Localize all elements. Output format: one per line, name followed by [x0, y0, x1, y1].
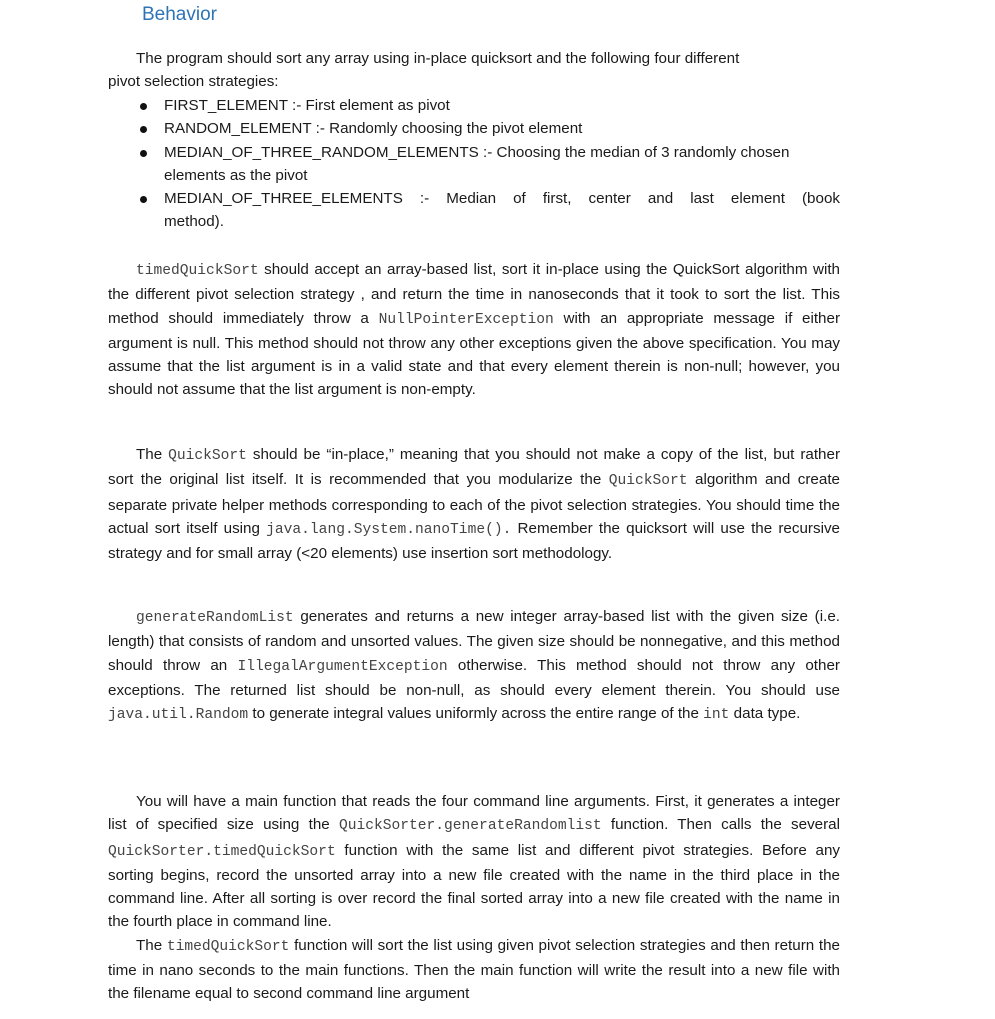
code-timedQuickSort: timedQuickSort: [136, 263, 259, 279]
bullet-icon: [140, 150, 147, 157]
code-timedQuickSort: timedQuickSort: [166, 938, 290, 955]
paragraph-text: should accept an array-based list, sort it in-place using the QuickSort algorithm with the different pivot selection strategy , and return the time in nanoseconds that it took to sort the list. This method should immediately throw a: [108, 261, 840, 327]
code-IllegalArgumentException: IllegalArgumentException: [237, 658, 448, 675]
list-item-text-cont: method).: [164, 213, 224, 231]
list-item-text: FIRST_ELEMENT :- First element as pivot: [164, 97, 450, 114]
code-nanoTime: java.lang.System.nanoTime().: [266, 521, 512, 538]
paragraph-text: otherwise. This method should not throw any other exceptions. The returned list should be non-null, as should every element therein. You should use: [108, 656, 840, 699]
code-java-util-Random: java.util.Random: [108, 707, 249, 724]
code-timedQuickSort-call: QuickSorter.timedQuickSort: [108, 843, 336, 860]
paragraph-text: to generate integral values uniformly across the entire range of the: [248, 705, 704, 723]
pivot-strategy-list: [108, 94, 840, 234]
code-generateRandomList: generateRandomList: [136, 610, 294, 626]
list-item-text: MEDIAN_OF_THREE_RANDOM_ELEMENTS :- Choosing the median of 3 randomly chosen: [164, 143, 790, 161]
timed-quicksort-paragraph: [108, 258, 840, 402]
paragraph-text: with an appropriate message if either argument is null. This method should not throw any other exceptions given the above specification. You may assume that the list argument is in a valid state and that every element therein is non-null; however, you should not assume that the list argument is non-empty.: [108, 309, 841, 399]
paragraph-text: data type.: [729, 705, 801, 723]
code-QuickSort: QuickSort: [608, 473, 688, 490]
list-item-text: MEDIAN_OF_THREE_ELEMENTS :- Median of first, center and last element (book: [164, 190, 840, 208]
generate-random-list-paragraph: [108, 605, 840, 727]
code-generateRandomlist: QuickSorter.generateRandomlist: [338, 818, 602, 835]
in-place-paragraph: [108, 443, 840, 565]
list-item: [108, 187, 840, 234]
intro-line-2: pivot selection strategies:: [108, 73, 279, 91]
list-item-text: RANDOM_ELEMENT :- Randomly choosing the pivot element: [164, 120, 583, 138]
paragraph-text: Remember the quicksort will use the recursive strategy and for small array (<20 elements) use insertion sort methodology.: [108, 519, 840, 563]
paragraph-text: You will have a main function that reads the four command line arguments. First, it generates a integer list of specified size using the: [108, 793, 840, 834]
bullet-icon: [140, 196, 147, 203]
intro-paragraph: [108, 47, 840, 94]
paragraph-text: algorithm and create separate private helper methods corresponding to each of the pivot selection strategies. You should time the actual sort itself using: [108, 471, 840, 537]
paragraph-text: function. Then calls the several: [601, 816, 840, 834]
paragraph-text: function will sort the list using given pivot selection strategies and then return the time in nano seconds to the main functions. Then the main function will write the result into a new file with the filename equal to second command line argument: [108, 936, 840, 1003]
paragraph-text: generates and returns a new integer array-based list with the given size (i.e. length) that consists of random and unsorted values. The given size should be nonnegative, and this method should throw an: [108, 608, 840, 674]
list-item: [108, 117, 840, 140]
intro-line-1: The program should sort any array using in-place quicksort and the following four different: [136, 50, 740, 67]
list-item-text-cont: elements as the pivot: [164, 166, 308, 184]
code-NullPointerException: NullPointerException: [378, 311, 554, 328]
paragraph-text: function with the same list and different pivot strategies. Before any sorting begins, record the unsorted array into a new file created with the name in the third place in the command line. After all sorting is over record the final sorted array into a new file created with the name in the fourth place in command line.: [108, 841, 840, 931]
code-QuickSort: QuickSort: [168, 448, 247, 464]
paragraph-text: The: [136, 446, 169, 463]
list-item: [108, 94, 840, 117]
section-heading: Behavior: [142, 4, 217, 25]
bullet-icon: [140, 103, 147, 110]
list-item: [108, 141, 840, 188]
code-int: int: [703, 707, 730, 724]
paragraph-text: The: [136, 936, 167, 954]
bullet-icon: [140, 126, 147, 133]
paragraph-text: should be “in-place,” meaning that you should not make a copy of the list, but rather sort the original list itself. It is recommended that you modularize the: [108, 446, 841, 489]
main-function-paragraph: [108, 790, 840, 1006]
